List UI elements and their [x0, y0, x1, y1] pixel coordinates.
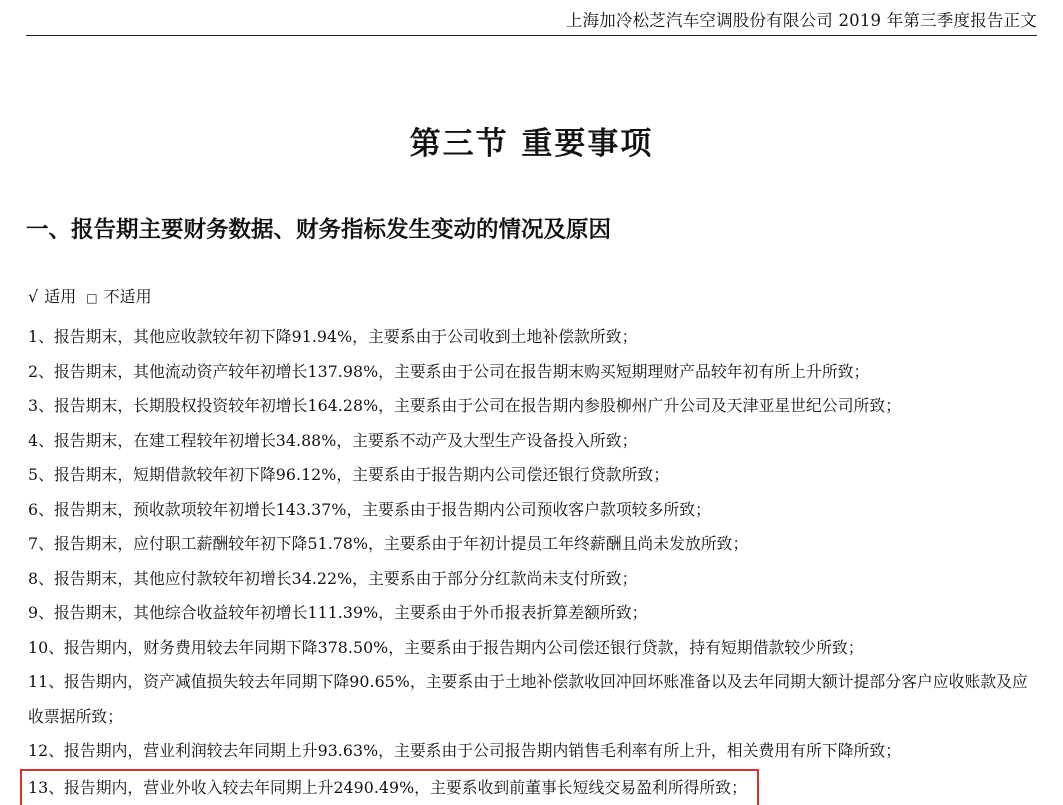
list-item: 4、报告期末，在建工程较年初增长34.88%，主要系不动产及大型生产设备投入所致；: [28, 430, 638, 450]
section-title: 第三节 重要事项: [409, 126, 654, 162]
list-item: 1、报告期末，其他应收款较年初下降91.94%，主要系由于公司收到土地补偿款所致；: [28, 327, 638, 346]
list-item: 8、报告期末，其他应付款较年初增长34.22%，主要系由于部分分红款尚未支付所致；: [28, 568, 638, 588]
list-item: 9、报告期末，其他综合收益较年初增长111.39%，主要系由于外币报表折算差额所致；: [28, 603, 648, 622]
applicability-row: [28, 284, 158, 307]
list-item: 10、报告期内，财务费用较去年同期下降378.50%，主要系由于报告期内公司偿还银行贷款，持有短期借款较少所致；: [28, 637, 864, 657]
list-item: 12、报告期内，营业利润较去年同期上升93.63%，主要系由于公司报告期内销售毛利率有所上升，相关费用有所下降所致；: [28, 741, 902, 760]
empty-box-icon: □: [86, 291, 98, 305]
change-explanation-list: [28, 320, 1041, 805]
list-item: 3、报告期末，长期股权投资较年初增长164.28%，主要系由于公司在报告期内参股柳州广升公司及天津亚星世纪公司所致；: [28, 396, 902, 415]
check-mark-icon: √: [28, 287, 39, 306]
list-item: 2、报告期末，其他流动资产较年初增长137.98%，主要系由于公司在报告期末购买短期理财产品较年初有所上升所致；: [28, 361, 870, 381]
list-item: 11、报告期内，资产减值损失较去年同期下降90.65%，主要系由于土地补偿款收回冲回坏账准备以及去年同期大额计提部分客户应收账款及应收票据所致；: [28, 672, 1028, 726]
list-item: 6、报告期末，预收款项较年初增长143.37%，主要系由于报告期内公司预收客户款项较多所致；: [28, 499, 711, 519]
applicable-label: 适用: [44, 287, 77, 306]
page-header: [26, 0, 1037, 36]
subsection-title: 一、报告期主要财务数据、财务指标发生变动的情况及原因: [26, 217, 612, 243]
list-item: 7、报告期末，应付职工薪酬较年初下降51.78%，主要系由于年初计提员工年终薪酬且尚未发放所致；: [28, 534, 749, 553]
not-applicable-label: 不适用: [103, 287, 152, 306]
highlighted-list-item: 13、报告期内，营业外收入较去年同期上升2490.49%，主要系收到前董事长短线交易盈利所得所致；: [24, 773, 755, 803]
list-item: 5、报告期末，短期借款较年初下降96.12%，主要系由于报告期内公司偿还银行贷款所致；: [28, 465, 670, 484]
report-header-title: 上海加冷松芝汽车空调股份有限公司 2019 年第三季度报告正文: [565, 11, 1037, 30]
